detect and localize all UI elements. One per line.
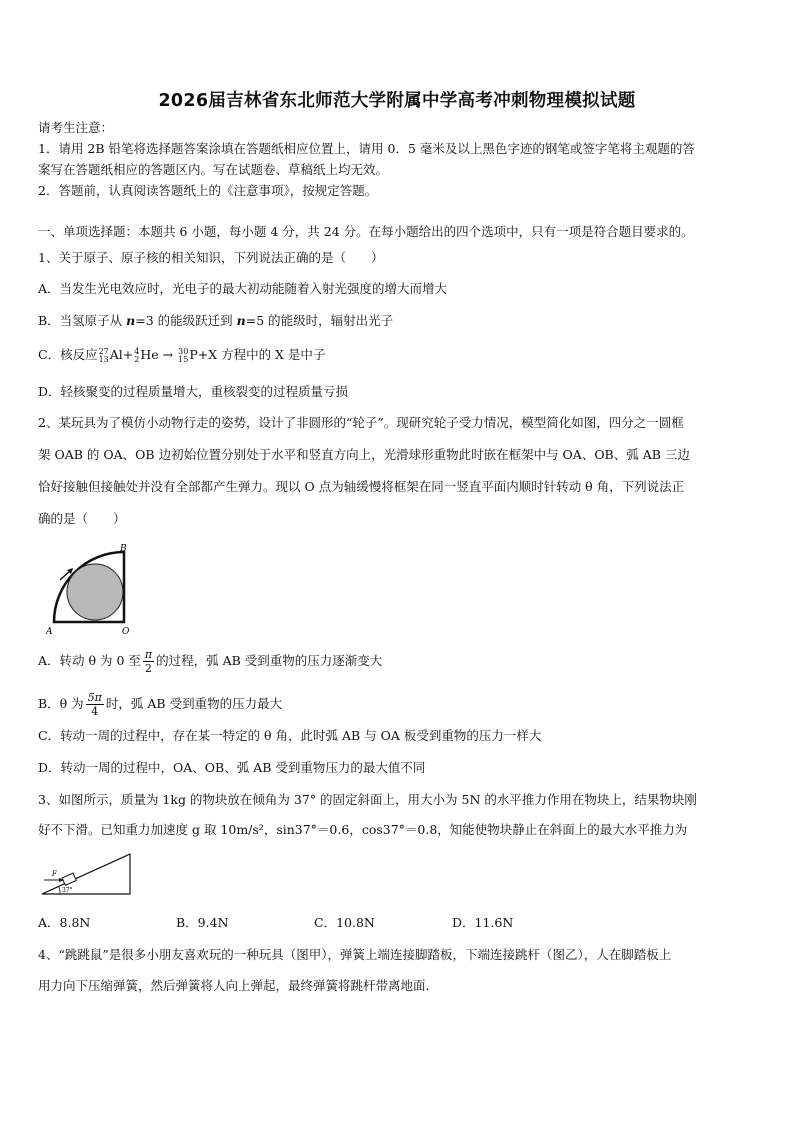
q2-option-a: A．转动 θ 为 0 至 $\frac{\pi}{2}$ 的过程，弧 AB 受到重物的压力逐渐变大 xyxy=(38,648,383,675)
q3-stem-line-2: 好不下滑。已知重力加速度 g 取 10m/s²，sin37°＝0.6，cos37°＝0.8，知能使物块静止在斜面上的最大水平推力为 xyxy=(38,822,688,837)
q2-option-b: B．θ 为 $\frac{5\pi}{4}$ 时，弧 AB 受到重物的压力最大 xyxy=(38,691,283,718)
q2-stem-line-4: 确的是（ ） xyxy=(38,511,126,526)
block xyxy=(62,873,76,885)
section-heading: 一、单项选择题：本题共 6 小题，每小题 4 分，共 24 分。在每小题给出的四个选项中，只有一项是符合题目要求的。 xyxy=(38,224,694,239)
q2-option-d: D．转动一周的过程中，OA、OB、弧 AB 受到重物压力的最大值不同 xyxy=(38,760,426,775)
q2-stem-line-2: 架 OAB 的 OA、OB 边初始位置分别处于水平和竖直方向上，光滑球形重物此时嵌在框架中与 OA、OB、弧 AB 三边 xyxy=(38,447,690,462)
notice-item-1-line-2: 案写在答题纸相应的答题区内。写在试题卷、草稿纸上均无效。 xyxy=(38,162,389,177)
q2-stem-line-1: 2、某玩具为了模仿小动物行走的姿势，设计了非圆形的“轮子”。现研究轮子受力情况，模型简化如图，四分之一圆框 xyxy=(38,415,684,430)
notice-item-1-line-1: 1．请用 2B 铅笔将选择题答案涂填在答题纸相应位置上，请用 0．5 毫米及以上黑色字迹的钢笔或签字笔将主观题的答 xyxy=(38,141,695,156)
q3-option-a: A．8.8N xyxy=(38,915,91,930)
q4-stem-line-1: 4、“跳跳鼠”是很多小朋友喜欢玩的一种玩具（图甲），弹簧上端连接脚踏板，下端连接跳杆（图乙），人在脚踏板上 xyxy=(38,947,672,962)
q3-stem-line-1: 3、如图所示，质量为 1kg 的物块放在倾角为 37° 的固定斜面上，用大小为 5N 的水平推力作用在物块上，结果物块刚 xyxy=(38,792,697,807)
notice-item-2: 2．答题前，认真阅读答题纸上的《注意事项》，按规定答题。 xyxy=(38,183,378,198)
q1-option-d: D．轻核聚变的过程质量增大，重核裂变的过程质量亏损 xyxy=(38,384,349,399)
notice-heading: 请考生注意： xyxy=(38,120,114,135)
exam-title: 2026届吉林省东北师范大学附属中学高考冲刺物理模拟试题 xyxy=(158,91,636,111)
incline-figure xyxy=(38,850,134,900)
q2-stem-line-3: 恰好接触但接触处并没有全部都产生弹力。现以 O 点为轴缓慢将框架在同一竖直平面内顺时针转动 θ 角，下列说法正 xyxy=(38,479,685,494)
label-f: F xyxy=(52,870,57,878)
q2-option-c: C．转动一周的过程中，存在某一特定的 θ 角，此时弧 AB 与 OA 板受到重物的压力一样大 xyxy=(38,728,542,743)
q3-option-b: B．9.4N xyxy=(176,915,229,930)
fraction-pi-over-2: $\frac{\pi}{2}$ xyxy=(144,648,153,675)
q4-stem-line-2: 用力向下压缩弹簧，然后弹簧将人向上弹起，最终弹簧将跳杆带离地面． xyxy=(38,978,439,993)
fraction-5pi-over-4: $\frac{5\pi}{4}$ xyxy=(87,691,102,718)
q1-option-b: B．当氢原子从 n=3 的能级跃迁到 n=5 的能级时，辐射出光子 xyxy=(38,313,394,328)
angle-arc xyxy=(59,887,60,894)
quarter-circle-frame-figure xyxy=(44,540,139,640)
label-b: B xyxy=(120,544,127,554)
q3-option-c: C．10.8N xyxy=(314,915,375,930)
ball xyxy=(67,564,123,620)
label-o: O xyxy=(122,627,130,637)
al-nuclide-numbers: 27 13 xyxy=(98,346,109,364)
p-nuclide-numbers: 30 15 xyxy=(178,346,189,364)
angle-label: 37° xyxy=(62,887,73,894)
q1-stem: 1、关于原子、原子核的相关知识，下列说法正确的是（ ） xyxy=(38,250,384,265)
label-a: A xyxy=(46,627,53,637)
he-nuclide-numbers: 4 2 xyxy=(134,346,140,364)
q1-option-a: A．当发生光电效应时，光电子的最大初动能随着入射光强度的增大而增大 xyxy=(38,281,448,296)
q1-option-c: C．核反应 27 13 Al+ 4 2 He → 30 15 P+X 方程中的 X 是中子 xyxy=(38,346,326,364)
q3-option-d: D．11.6N xyxy=(452,915,514,930)
